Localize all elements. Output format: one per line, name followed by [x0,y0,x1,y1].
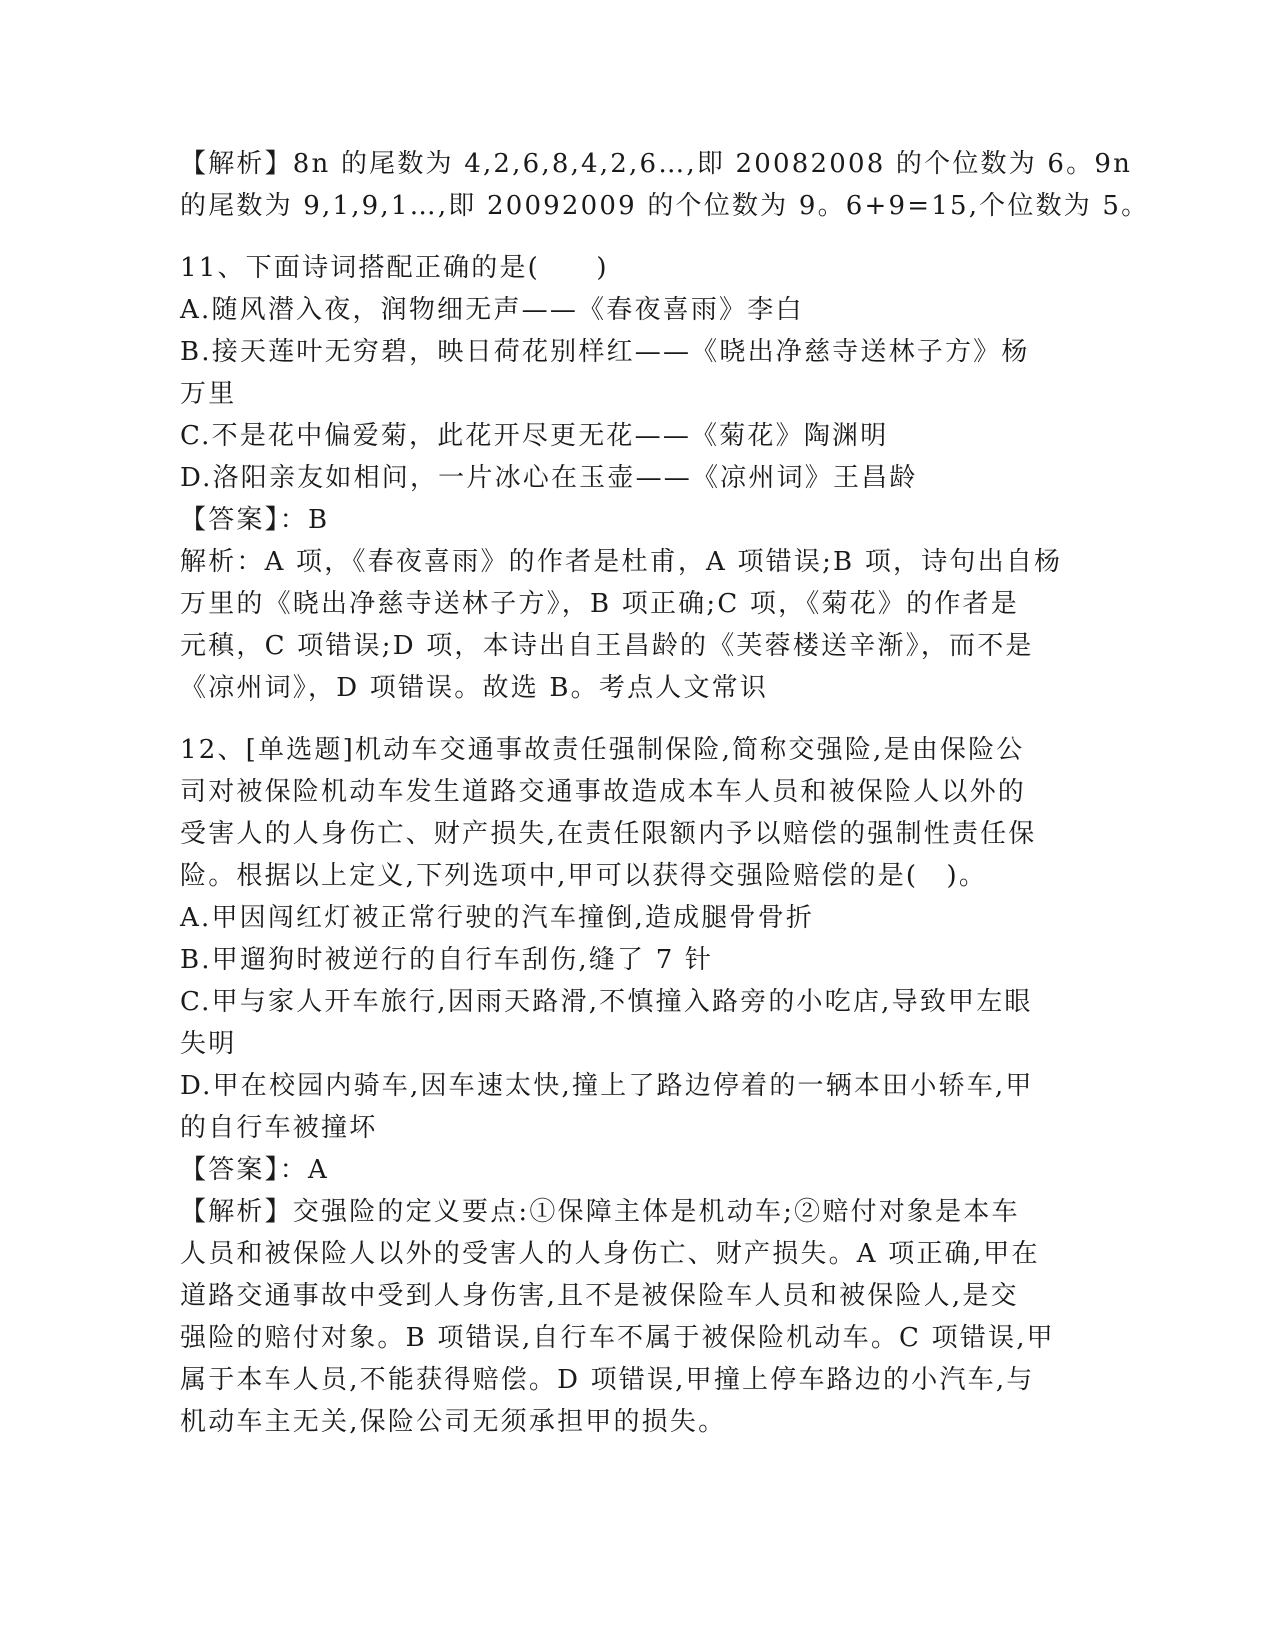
analysis-line: 【解析】8n 的尾数为 4,2,6,8,4,2,6…,即 20082008 的个位数为 6。9n [180,149,1133,179]
question-stem: 司对被保险机动车发生道路交通事故造成本车人员和被保险人以外的 [180,777,1027,807]
option-d: D.甲在校园内骑车,因车速太快,撞上了路边停着的一辆本田小轿车,甲 [180,1071,1034,1101]
option-d: D.洛阳亲友如相问，一片冰心在玉壶——《凉州词》王昌龄 [180,463,918,493]
explanation-line: 《凉州词》，D 项错误。故选 B。考点人文常识 [180,673,769,703]
explanation-line: 人员和被保险人以外的受害人的人身伤亡、财产损失。A 项正确,甲在 [180,1239,1040,1269]
explanation-line: 解析：A 项，《春夜喜雨》的作者是杜甫，A 项错误;B 项，诗句出自杨 [180,547,1063,577]
answer: 【答案】：A [180,1155,329,1185]
question-12 [180,729,1060,1443]
question-11 [180,247,1063,709]
explanation-line: 万里的《晓出净慈寺送林子方》，B 项正确;C 项，《菊花》的作者是 [180,589,1019,619]
explanation-line: 【解析】交强险的定义要点:①保障主体是机动车;②赔付对象是本车 [180,1197,1020,1227]
explanation-line: 元稹，C 项错误;D 项，本诗出自王昌龄的《芙蓉楼送辛渐》，而不是 [180,631,1034,661]
explanation-line: 道路交通事故中受到人身伤害,且不是被保险车人员和被保险人,是交 [180,1281,1019,1311]
explanation-line: 强险的赔付对象。B 项错误,自行车不属于被保险机动车。C 项错误,甲 [180,1323,1055,1353]
option-a: A.甲因闯红灯被正常行驶的汽车撞倒,造成腿骨骨折 [180,903,815,933]
explanation-line: 机动车主无关,保险公司无须承担甲的损失。 [180,1407,727,1437]
option-c-continued: 失明 [180,1029,237,1059]
option-a: A.随风潜入夜，润物细无声——《春夜喜雨》李白 [180,295,804,325]
option-b: B.接天莲叶无穷碧，映日荷花别样红——《晓出净慈寺送林子方》杨 [180,337,1030,367]
explanation-line: 属于本车人员,不能获得赔偿。D 项错误,甲撞上停车路边的小汽车,与 [180,1365,1035,1395]
question-stem: 12、[单选题]机动车交通事故责任强制保险,简称交强险,是由保险公 [180,735,1025,765]
document-page [180,143,1150,1443]
prev-analysis [180,143,1150,227]
option-b-continued: 万里 [180,379,237,409]
option-c: C.不是花中偏爱菊，此花开尽更无花——《菊花》陶渊明 [180,421,889,451]
question-stem: 11、下面诗词搭配正确的是( ) [180,253,609,283]
option-c: C.甲与家人开车旅行,因雨天路滑,不慎撞入路旁的小吃店,导致甲左眼 [180,987,1033,1017]
answer: 【答案】：B [180,505,330,535]
analysis-line: 的尾数为 9,1,9,1…,即 20092009 的个位数为 9。6+9=15,个位数为 5。 [180,191,1150,221]
question-stem: 受害人的人身伤亡、财产损失,在责任限额内予以赔偿的强制性责任保 [180,819,1037,849]
option-d-continued: 的自行车被撞坏 [180,1113,378,1143]
question-stem: 险。根据以上定义,下列选项中,甲可以获得交强险赔偿的是( )。 [180,861,988,891]
option-b: B.甲遛狗时被逆行的自行车刮伤,缝了 7 针 [180,945,714,975]
